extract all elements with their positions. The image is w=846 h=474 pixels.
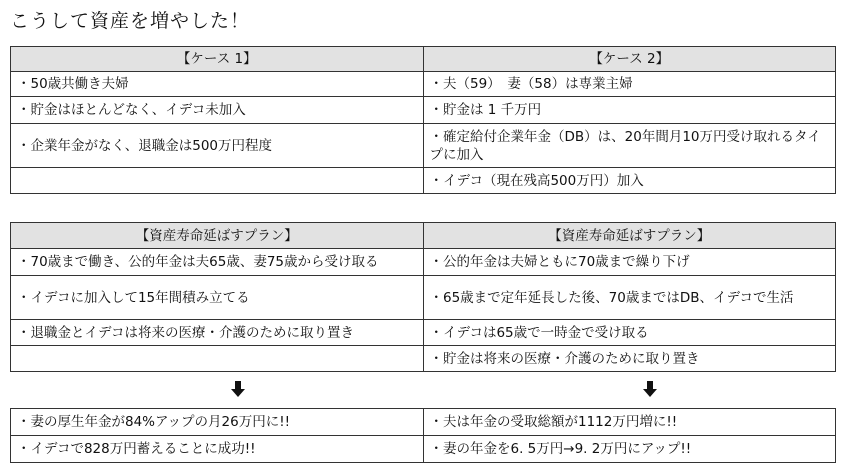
plan2-header: 【資産寿命延ばすプラン】 [423,223,836,249]
plan1-header: 【資産寿命延ばすプラン】 [11,223,424,249]
case2-row-2: ・貯金は 1 千万円 [423,97,836,124]
plan1-row-1: ・70歳まで働き、公的年金は夫65歳、妻75歳から受け取る [11,249,424,276]
result-table [10,408,836,463]
plan-table [10,222,836,372]
case2-row-4: ・イデコ（現在残高500万円）加入 [423,168,836,194]
plan2-row-3: ・イデコは65歳で一時金で受け取る [423,320,836,346]
plan1-row-4 [11,346,424,372]
plan2-row-4: ・貯金は将来の医療・介護のために取り置き [423,346,836,372]
case2-row-3: ・確定給付企業年金（DB）は、20年間月10万円受け取れるタイプに加入 [423,124,836,168]
page-title: こうして資産を増やした！ [10,10,251,32]
case1-row-4 [11,168,424,194]
plan1-row-3: ・退職金とイデコは将来の医療・介護のために取り置き [11,320,424,346]
case1-row-3: ・企業年金がなく、退職金は500万円程度 [11,124,424,168]
case2-row-1: ・夫（59） 妻（58）は専業主婦 [423,72,836,97]
result2-row-2: ・妻の年金を6. 5万円→9. 2万円にアップ!! [423,436,836,463]
plan1-row-2: ・イデコに加入して15年間積み立てる [11,276,424,320]
case1-header: 【ケース 1】 [11,47,424,72]
case2-header: 【ケース 2】 [423,47,836,72]
case-table [10,46,836,194]
case1-row-1: ・50歳共働き夫婦 [11,72,424,97]
result1-row-1: ・妻の厚生年金が84%アップの月26万円に!! [11,409,424,436]
case1-row-2: ・貯金はほとんどなく、イデコ未加入 [11,97,424,124]
result2-row-1: ・夫は年金の受取総額が1112万円増に!! [423,409,836,436]
plan2-row-2: ・65歳まで定年延長した後、70歳まではDB、イデコで生活 [423,276,836,320]
result1-row-2: ・イデコで828万円蓄えることに成功!! [11,436,424,463]
plan2-row-1: ・公的年金は夫婦ともに70歳まで繰り下げ [423,249,836,276]
